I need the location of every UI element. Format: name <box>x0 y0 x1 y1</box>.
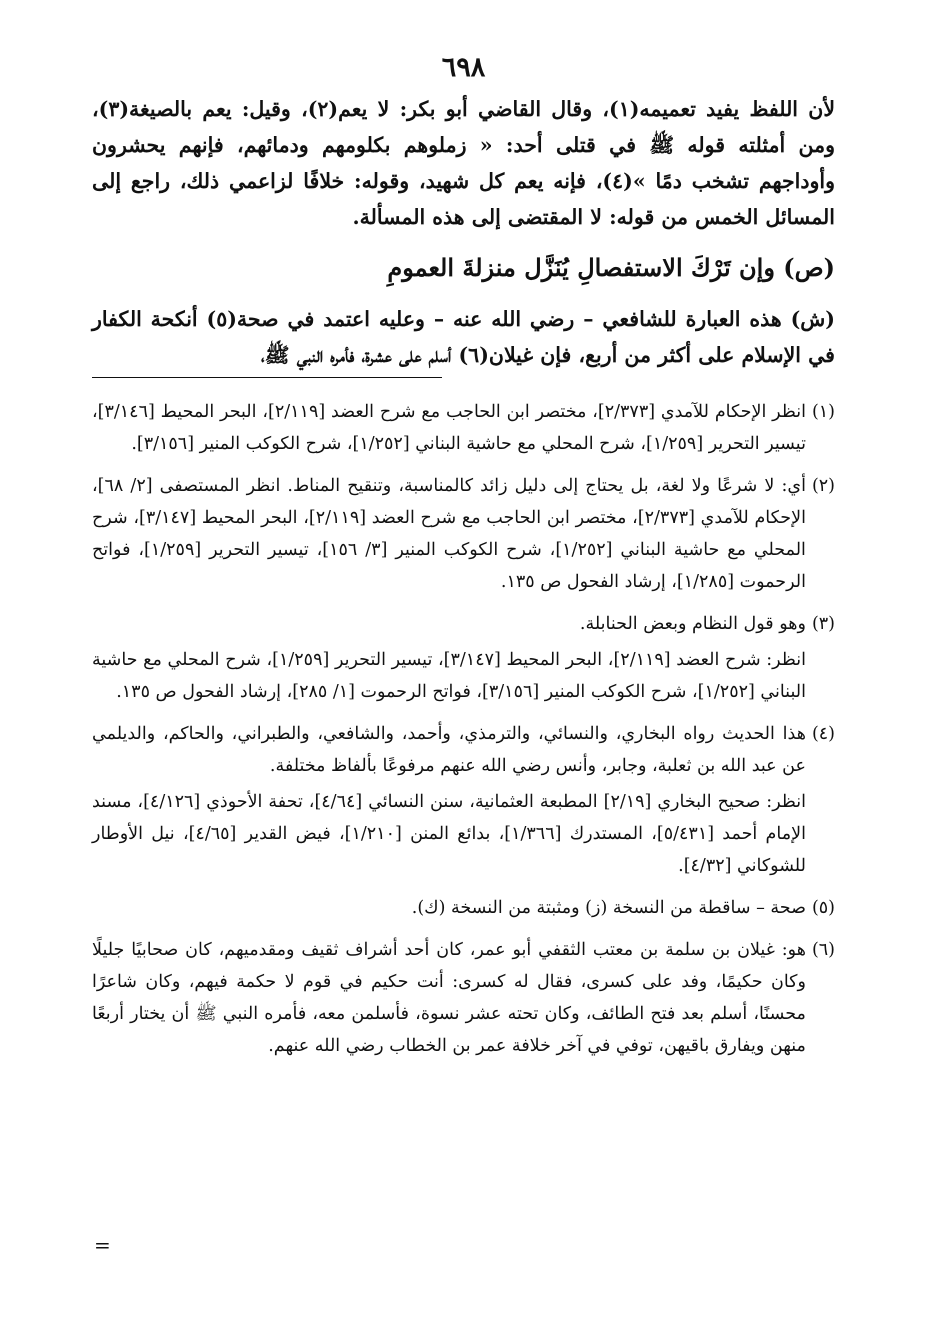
footnote-text: أي: لا شرعًا ولا لغة، بل يحتاج إلى دليل زائد كالمناسبة، وتنقيح المناط. انظر المستصفى [٢/ ٦٨]، الإحكام للآمدي [٢/٣٧٣]، مختصر ابن الحاجب مع شرح العضد [٢/١١٩]، البحر المحيط [٣/١٤٧]، شرح المحلي مع حاشية البناني [١/٢٥٢]، شرح الكوكب المنير [٣/ ١٥٦]، تيسير التحرير [١/٢٥٩]، فواتح الرحموت [١/٢٨٥]، إرشاد الفحول ص ١٣٥. <box>92 476 806 592</box>
footnote-body <box>92 608 806 712</box>
footnote-text: وهو قول النظام وبعض الحنابلة. <box>579 614 806 634</box>
footnote-text: هذا الحديث رواه البخاري، والنسائي، والترمذي، وأحمد، والشافعي، والطبراني، والحاكم، والديلمي عن عبد الله بن ثعلبة، وجابر، وأنس رضي الله عنهم مرفوعًا بألفاظ مختلفة. <box>92 724 806 776</box>
footnote-body <box>92 892 806 928</box>
footnote-text: انظر: صحيح البخاري [٢/١٩] المطبعة العثمانية، سنن النسائي [٤/٦٤]، تحفة الأحوذي [٤/١٢٦]، مسند الإمام أحمد [٥/٤٣١]، المستدرك [١/٣٦٦]، بدائع المنن [١/٢١٠]، فيض القدير [٤/٦٥]، نيل الأوطار للشوكاني [٤/٣٢]. <box>92 792 806 876</box>
matn-heading: (ص) وإن تَرْكَ الاستفصالِ يُنَزَّل منزلةَ العمومِ <box>387 253 835 282</box>
footnote-1 <box>92 396 835 464</box>
footnote-3 <box>92 608 835 712</box>
footnote-body <box>92 470 806 602</box>
footnote-text: هو: غيلان بن سلمة بن معتب الثقفي أبو عمر، كان أحد أشراف ثقيف ومقدميهم، كان صحابيًا جليلًا وكان حكيمًا، وفد على كسرى، فقال له كسرى: أنت حكيم في قوم لا حكمة فيهم، وكان شاعرًا محسنًا، أسلم بعد فتح الطائف، وكان تحته عشر نسوة، فأسلمن معه، فأمره النبي ﷺ أن يختار أربعًا منهن ويفارق باقيهن، توفي في آخر خلافة عمر بن الخطاب رضي الله عنهم. <box>92 940 806 1056</box>
footnotes <box>92 396 835 1066</box>
footnote-number: (٢) <box>811 476 835 496</box>
footnote-number: (١) <box>811 402 835 422</box>
end-of-page-mark: = <box>94 1233 111 1257</box>
footnote-2 <box>92 470 835 602</box>
footnote-5 <box>92 892 835 928</box>
page-number: ٦٩٨ <box>441 52 486 83</box>
intro-paragraph: لأن اللفظ يفيد تعميمه(١)، وقال القاضي أبو بكر: لا يعم(٢)، وقيل: يعم بالصيغة(٣)، ومن أمثلته قوله ﷺ في قتلى أحد: « زملوهم بكلومهم ودمائهم، فإنهم يحشرون وأوداجهم تشخب دمًا »(٤)، فإنه يعم كل شهيد، وقوله: خلافًا لزاعمي ذلك، راجع إلى المسائل الخمس من قوله: لا المقتضى إلى هذه المسألة. <box>92 97 836 229</box>
footnote-text: انظر: شرح العضد [٢/١١٩]، البحر المحيط [٣/١٤٧]، تيسير التحرير [١/٢٥٩]، شرح المحلي مع حاشية البناني [١/٢٥٢]، شرح الكوكب المنير [٣/١٥٦]، فواتح الرحموت [١/ ٢٨٥]، إرشاد الفحول ص ١٣٥. <box>92 650 806 702</box>
sharh-paragraph: (ش) هذه العبارة للشافعي – رضي الله عنه – وعليه اعتمد في صحة(٥) أنكحة الكفار في الإسلام على أكثر من أربع، فإن غيلان(٦) أسلم على عشرة، فأمره النبي ﷺ، <box>92 307 835 367</box>
footnote-body <box>92 718 806 886</box>
footnote-text: صحة – ساقطة من النسخة (ز) ومثبتة من النسخة (ك). <box>411 898 806 918</box>
footnote-number: (٣) <box>811 614 835 634</box>
footnote-number: (٦) <box>811 940 835 960</box>
main-text <box>92 91 835 378</box>
footnote-number: (٤) <box>811 724 835 744</box>
footnote-number: (٥) <box>811 898 835 918</box>
footnote-text: انظر الإحكام للآمدي [٢/٣٧٣]، مختصر ابن الحاجب مع شرح العضد [٢/١١٩]، البحر المحيط [٣/١٤٦]، تيسير التحرير [١/٢٥٩]، شرح المحلي مع حاشية البناني [١/٢٥٢]، شرح الكوكب المنير [٣/١٥٦]. <box>92 402 806 454</box>
footnote-6 <box>92 934 835 1066</box>
footnote-body <box>92 934 806 1066</box>
footnote-4 <box>92 718 835 886</box>
footnote-body <box>92 396 806 464</box>
footnote-separator-rule <box>92 377 442 378</box>
